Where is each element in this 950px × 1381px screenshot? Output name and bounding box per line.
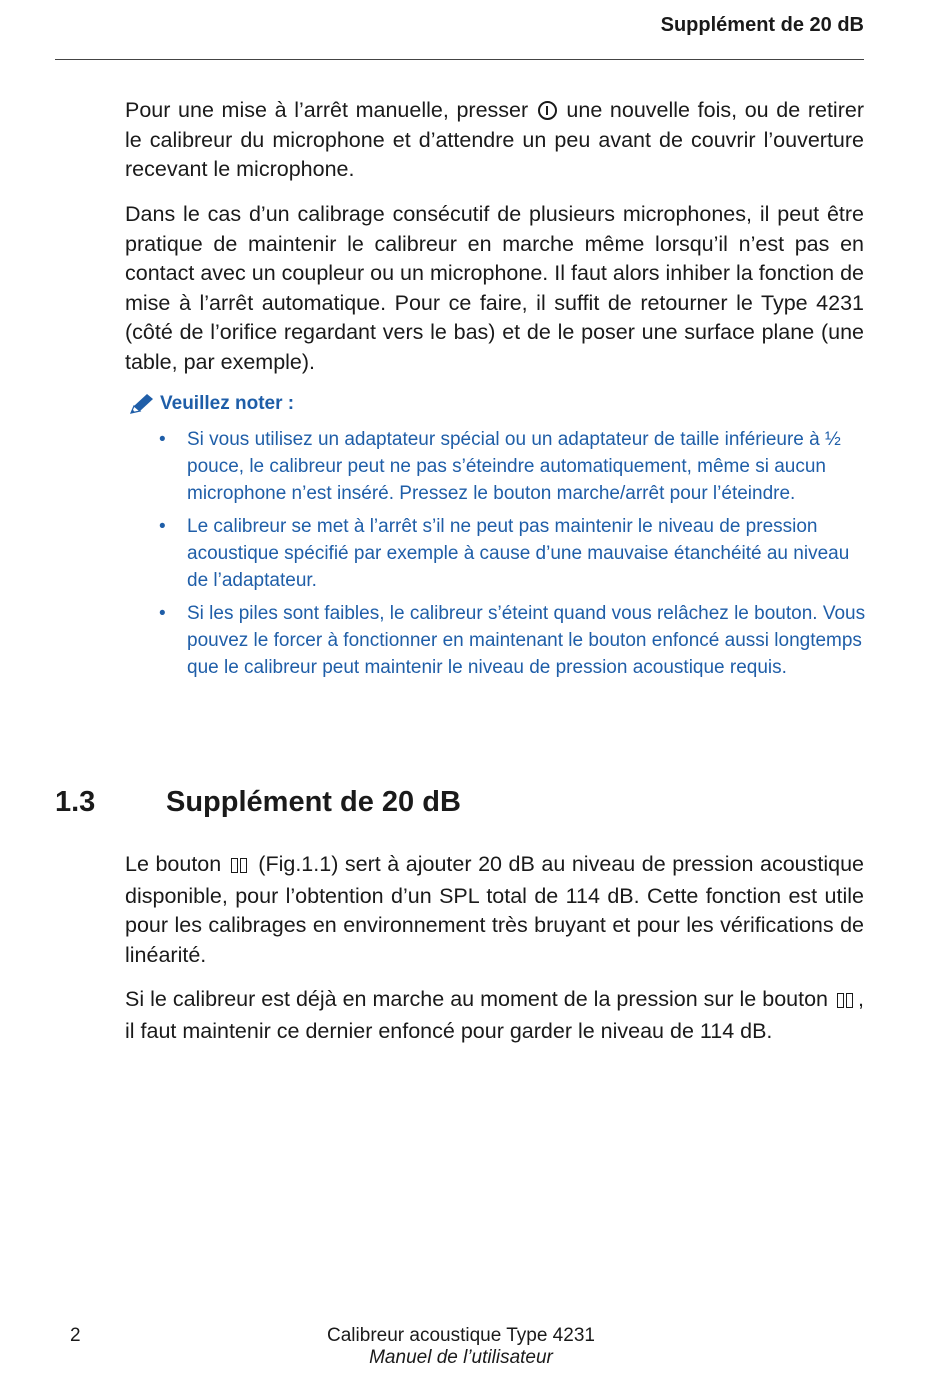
note-heading-text: Veuillez noter : bbox=[160, 393, 295, 414]
paragraph-text: (Fig.1.1) sert à ajouter 20 dB au niveau de pression acoustique disponible, pour l’obtention d’un SPL total de 114 dB. Cette fonction est utile pour les calibrages en environnement très bruyant et pour les vérifications de linéarité. bbox=[125, 852, 864, 967]
note-box bbox=[128, 392, 868, 687]
list-item-text: Si les piles sont faibles, le calibreur s’éteint quand vous relâchez le bouton. Vous pouvez le forcer à fonctionner en maintenant le bouton enfoncé aussi longtemps que le calibreur peut maintenir le niveau de pression acoustique requis. bbox=[187, 603, 866, 678]
paragraph-text: Pour une mise à l’arrêt manuelle, presser bbox=[125, 98, 536, 122]
list-item bbox=[128, 600, 868, 681]
footer-subtitle: Manuel de l’utilisateur bbox=[369, 1347, 553, 1368]
bullet: • bbox=[159, 429, 166, 450]
note-list bbox=[128, 426, 868, 681]
footer-title-block bbox=[316, 1325, 606, 1369]
section-number: 1.3 bbox=[55, 786, 96, 818]
header-rule bbox=[55, 59, 864, 60]
paragraph-text: une nouvelle fois, ou de retirer le calibreur du microphone et d’attendre un peu avant de couvrir l’ouverture recevant le microphone. bbox=[125, 98, 864, 181]
bullet: • bbox=[159, 516, 166, 537]
list-item bbox=[128, 426, 868, 507]
footer-title: Calibreur acoustique Type 4231 bbox=[327, 1325, 595, 1346]
pencil-icon bbox=[128, 392, 156, 416]
list-item bbox=[128, 513, 868, 594]
plus-20db-icon bbox=[837, 987, 855, 1017]
power-icon bbox=[538, 101, 557, 120]
bullet: • bbox=[159, 603, 166, 624]
section-heading bbox=[55, 786, 461, 819]
page-number: 2 bbox=[70, 1325, 81, 1346]
running-header: Supplément de 20 dB bbox=[660, 14, 864, 36]
plus-20db-icon bbox=[231, 852, 249, 882]
paragraph-text: , il faut maintenir ce dernier enfoncé pour garder le niveau de 114 dB. bbox=[125, 987, 864, 1043]
list-item-text: Si vous utilisez un adaptateur spécial ou un adaptateur de taille inférieure à ½ pouce, le calibreur peut ne pas s’éteindre automatiquement, même si aucun microphone n’est inséré. Pressez le bouton marche/arrêt pour l’éteindre. bbox=[187, 429, 841, 504]
section-title: Supplément de 20 dB bbox=[166, 786, 461, 818]
paragraph-text: Le bouton bbox=[125, 852, 228, 876]
note-heading bbox=[128, 392, 868, 416]
paragraph-consecutive-calibration: Dans le cas d’un calibrage consécutif de plusieurs microphones, il peut être pratique de maintenir le calibreur en marche même lorsqu’il n’est pas en contact avec un coupleur ou un microphone. Il faut alors inhiber la fonction de mise à l’arrêt automatique. Pour ce faire, il suffit de retourner le Type 4231 (côté de l’orifice regardant vers le bas) et de le poser une surface plane (une table, par exemple). bbox=[125, 202, 864, 374]
paragraph-manual-off bbox=[125, 96, 864, 185]
list-item-text: Le calibreur se met à l’arrêt s’il ne peut pas maintenir le niveau de pression acoustique spécifié par exemple à cause d’une mauvaise étanchéité au niveau de l’adaptateur. bbox=[187, 516, 850, 591]
paragraph-text: Si le calibreur est déjà en marche au moment de la pression sur le bouton bbox=[125, 987, 835, 1011]
paragraph-20db-button bbox=[125, 850, 864, 970]
paragraph-hold-button bbox=[125, 985, 864, 1046]
